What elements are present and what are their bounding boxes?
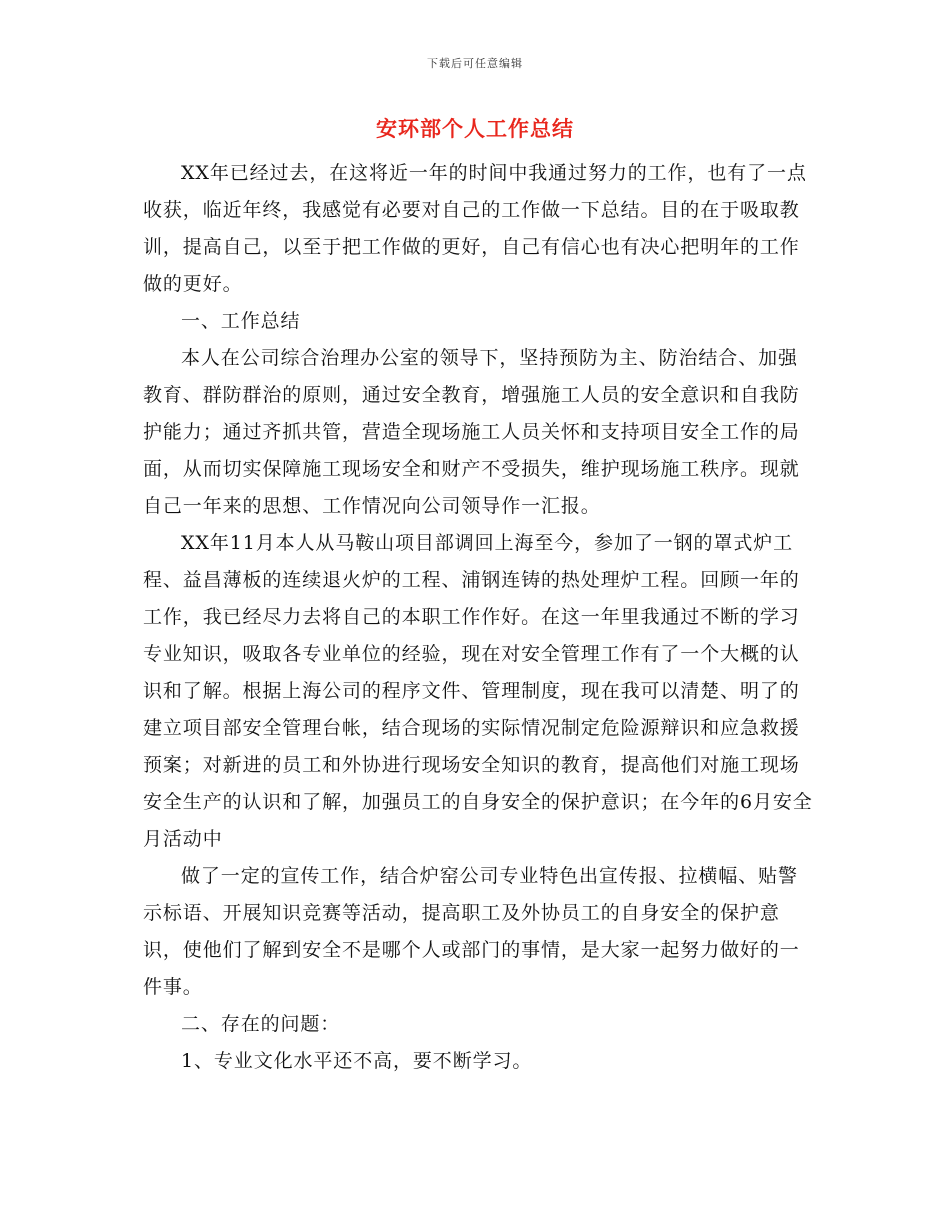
paragraph-project-experience: XX年11月本人从马鞍山项目部调回上海至今，参加了一钢的罩式炉工程、益昌薄板的连续退火炉的工程、浦钢连铸的热处理炉工程。回顾一年的工作，我已经尽力去将自己的本职工作作好。在这一年里我通过不断的学习专业知识，吸取各专业单位的经验，现在对安全管理工作有了一个大概的认识和了解。根据上海公司的程序文件、管理制度，现在我可以清楚、明了的建立项目部安全管理台帐，结合现场的实际情况制定危险源辩识和应急救援预案；对新进的员工和外协进行现场安全知识的教育，提高他们对施工现场安全生产的认识和了解，加强员工的自身安全的保护意识；在今年的6月安全月活动中: [143, 532, 813, 850]
section-heading-problems: 二、存在的问题：: [181, 1013, 341, 1035]
paragraph-work-overview: 本人在公司综合治理办公室的领导下，坚持预防为主、防治结合、加强教育、群防群治的原则，通过安全教育，增强施工人员的安全意识和自我防护能力；通过齐抓共管，营造全现场施工人员关怀和支持项目安全工作的局面，从而切实保障施工现场安全和财产不受损失，维护现场施工秩序。现就自己一年来的思想、工作情况向公司领导作一汇报。: [143, 347, 800, 517]
section-heading-work-summary: 一、工作总结: [181, 310, 301, 332]
paragraph-problem-1: 1、专业文化水平还不高，要不断学习。: [181, 1050, 533, 1072]
document-body: [143, 155, 815, 1080]
paragraph-safety-campaign: 做了一定的宣传工作，结合炉窑公司专业特色出宣传报、拉横幅、贴警示标语、开展知识竞赛等活动，提高职工及外协员工的自身安全的保护意识，使他们了解到安全不是哪个人或部门的事情，是大家一起努力做好的一件事。: [143, 865, 800, 998]
page-header-note: 下载后可任意编辑: [427, 57, 523, 70]
paragraph-intro: XX年已经过去，在这将近一年的时间中我通过努力的工作，也有了一点收获，临近年终，我感觉有必要对自己的工作做一下总结。目的在于吸取教训，提高自己，以至于把工作做的更好，自己有信心也有决心把明年的工作做的更好。: [143, 162, 807, 295]
document-title: 安环部个人工作总结: [376, 116, 574, 141]
